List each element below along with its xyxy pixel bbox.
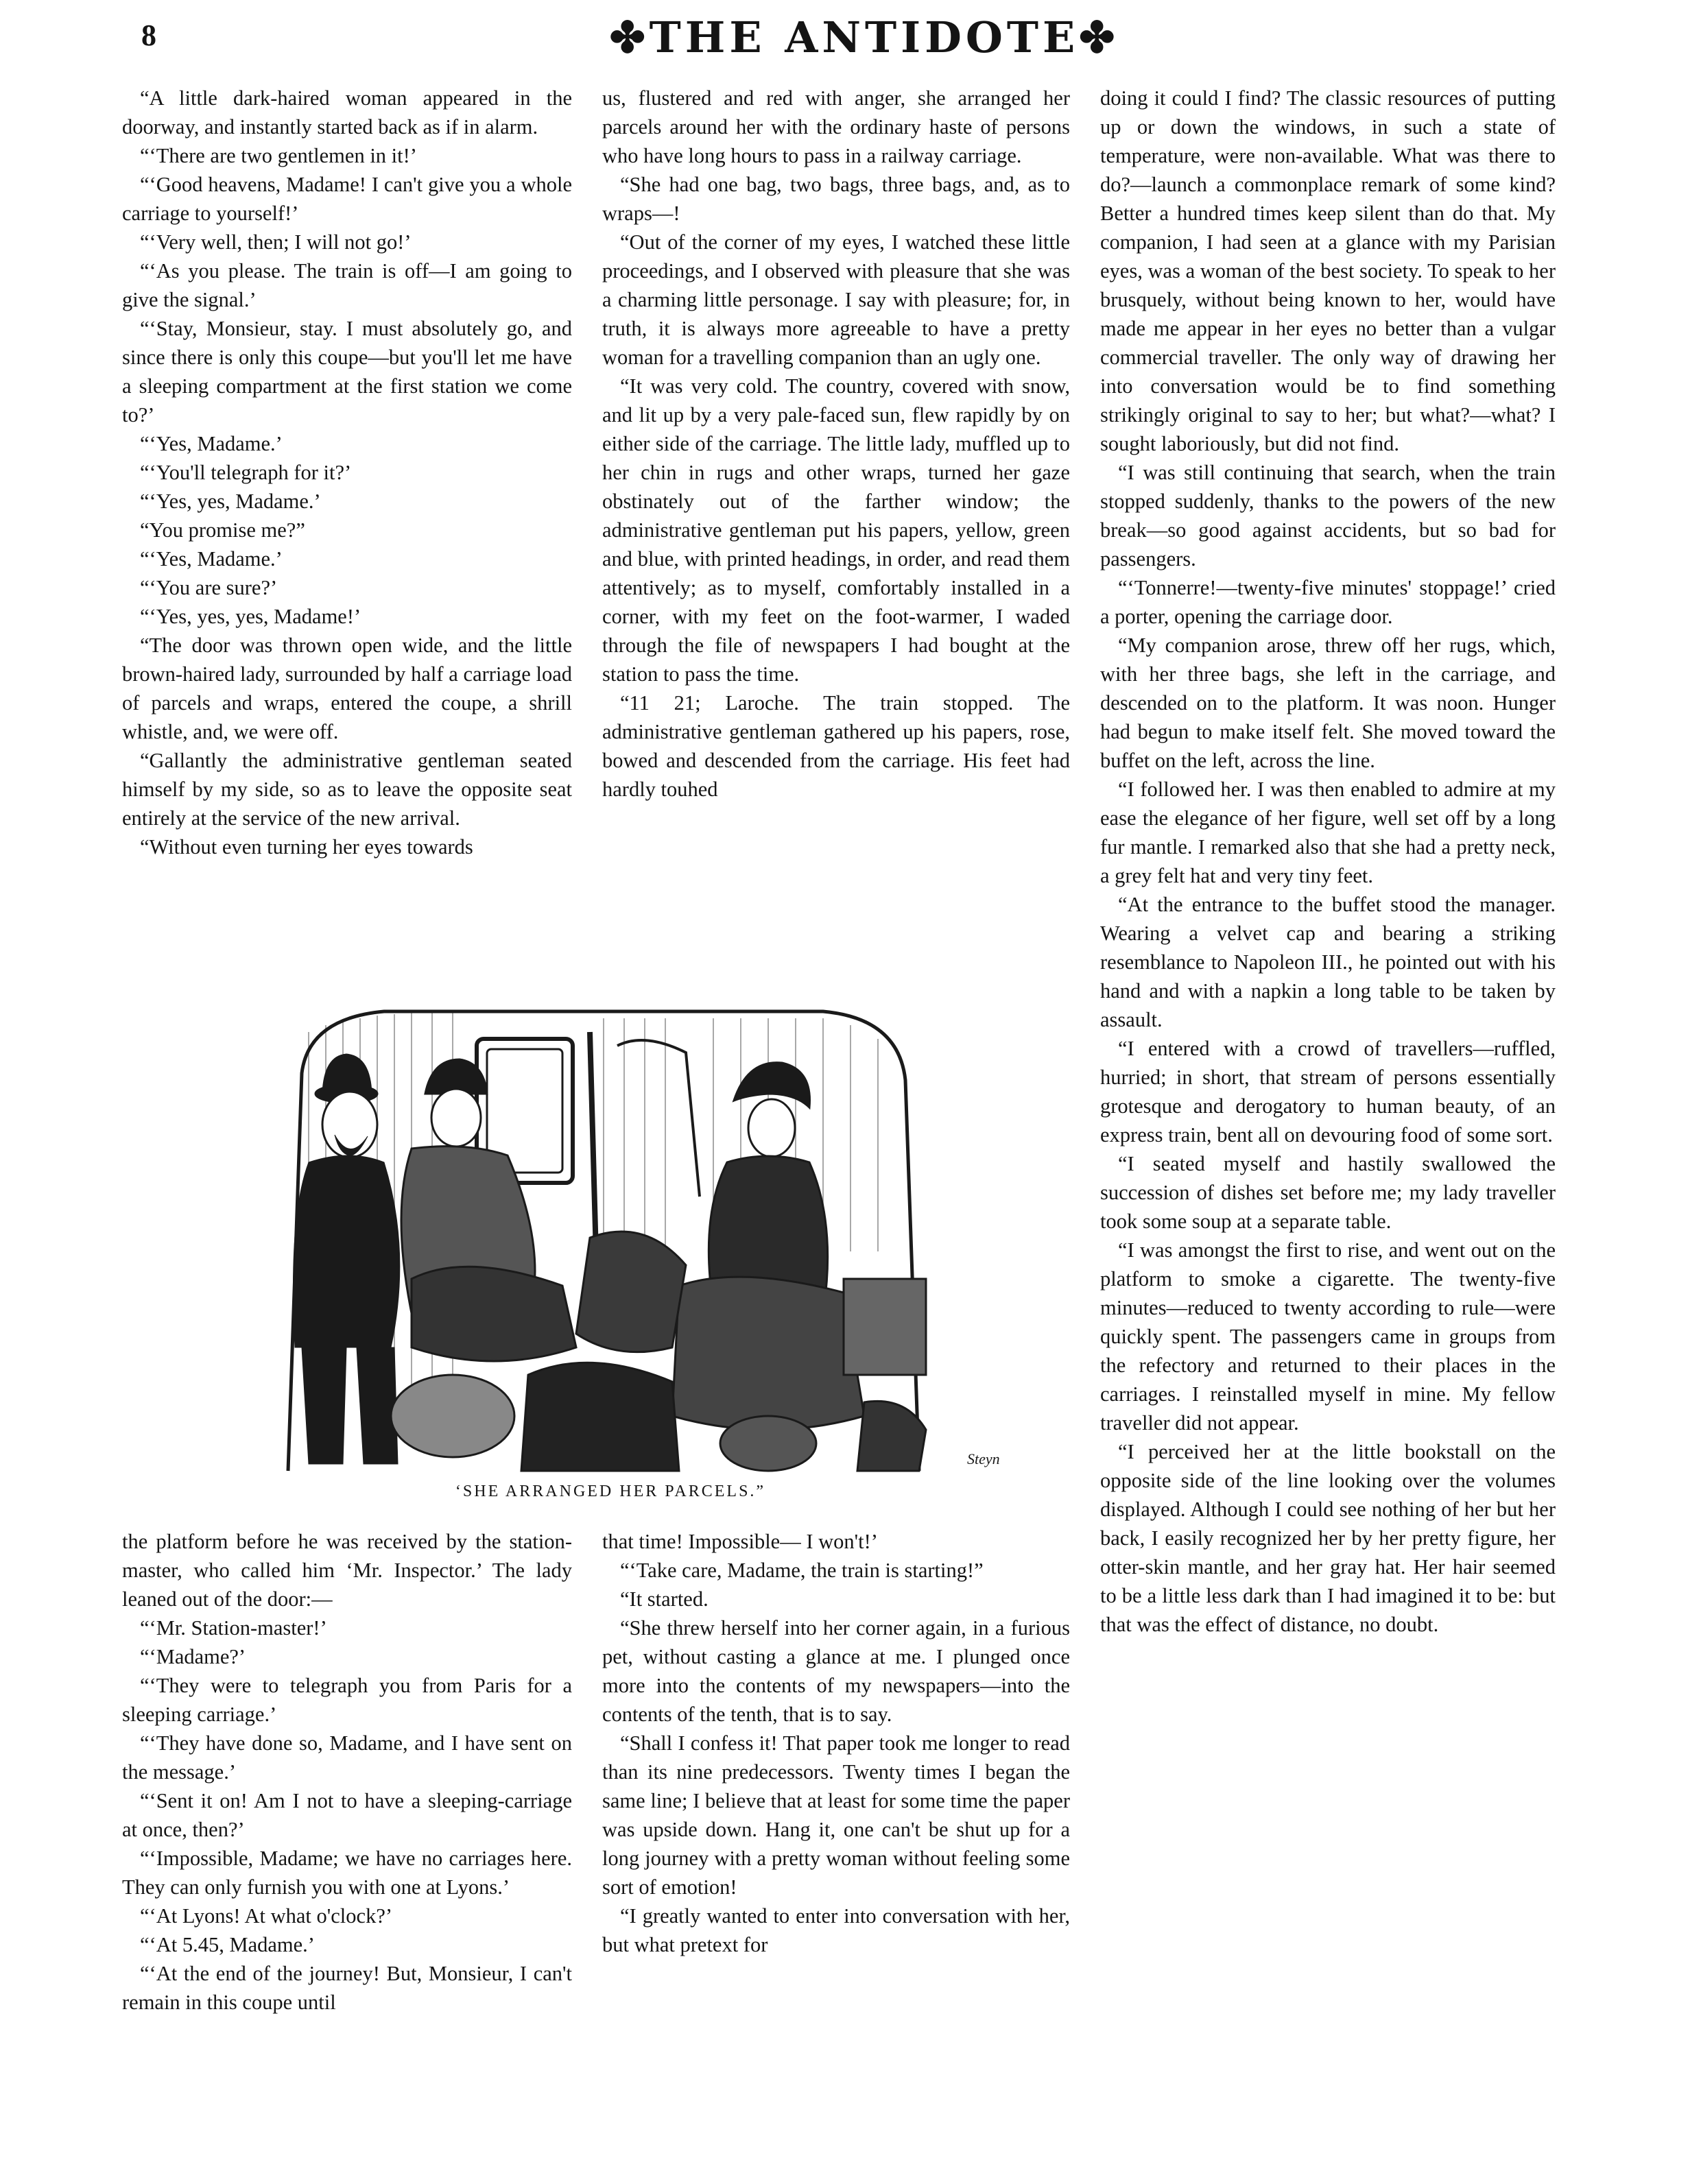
illustrator-signature: Steyn <box>967 1450 1000 1467</box>
column-1-bottom <box>122 1527 572 2017</box>
paragraph: “‘As you please. The train is off—I am going to give the signal.’ <box>122 259 572 311</box>
paragraph: “I entered with a crowd of travellers—ruffled, hurried; in short, that stream of persons essentially grotesque and derogatory to human beauty, of an express train, bent all on devouring food of some sort. <box>1100 1037 1556 1147</box>
paragraph: “It started. <box>620 1587 709 1611</box>
paragraph: “The door was thrown open wide, and the little brown-haired lady, surrounded by half a carriage load of parcels and wraps, entered the coupe, a shrill whistle, and, we were off. <box>122 634 572 743</box>
paragraph: “My companion arose, threw off her rugs, which, with her three bags, she left in the carriage, and descended on to the platform. It was noon. Hunger had begun to make itself felt. She moved toward the buffet on the left, across the line. <box>1100 634 1556 772</box>
paragraph: “‘You are sure?’ <box>140 576 278 599</box>
masthead-title: ✤THE ANTIDOTE✤ <box>609 12 1119 62</box>
paragraph: “‘Impossible, Madame; we have no carriages here. They can only furnish you with one at Lyons.’ <box>122 1847 572 1899</box>
paragraph: “‘Yes, yes, yes, Madame!’ <box>140 605 361 628</box>
paragraph: “A little dark-haired woman appeared in the doorway, and instantly started back as if in alarm. <box>122 86 572 139</box>
paragraph: “‘Good heavens, Madame! I can't give you a whole carriage to yourself!’ <box>122 173 572 225</box>
paragraph: “‘Stay, Monsieur, stay. I must absolutely go, and since there is only this coupe—but you'll let me have a sleeping compartment at the first station we come to?’ <box>122 317 572 427</box>
illustration-caption: ‘SHE ARRANGED HER PARCELS.” <box>455 1483 766 1500</box>
paragraph: “I was amongst the first to rise, and went out on the platform to smoke a cigarette. The twenty-five minutes—reduced to twenty according to rule—were quickly spent. The passengers came in groups from the refectory and returned to their places in the carriages. I reinstalled myself in mine. My fellow traveller did not appear. <box>1100 1238 1556 1435</box>
column-1-top <box>122 84 572 861</box>
paragraph: “‘Take care, Madame, the train is starting!” <box>620 1559 984 1582</box>
railway-carriage-illustration <box>206 991 1015 1478</box>
column-2-top <box>602 84 1070 804</box>
column-3 <box>1100 84 1556 1639</box>
engraving-drawing <box>206 991 1015 1478</box>
paragraph: “At the entrance to the buffet stood the manager. Wearing a velvet cap and bearing a striking resemblance to Napoleon III., he pointed out with his hand and with a napkin a long table to be taken by assault. <box>1100 893 1556 1031</box>
paragraph: “Gallantly the administrative gentleman seated himself by my side, so as to leave the opposite seat entirely at the service of the new arrival. <box>122 749 572 830</box>
paragraph: “‘Mr. Station-master!’ <box>140 1616 327 1640</box>
column-2-bottom <box>602 1527 1070 1959</box>
paragraph: “Shall I confess it! That paper took me longer to read than its nine predecessors. Twenty times I began the same line; I believe that at least for some time the paper was upside down. Hang it, one can't be shut up for a long journey with a pretty woman without feeling some sort of emotion! <box>602 1731 1070 1899</box>
paragraph: “‘Sent it on! Am I not to have a sleeping-carriage at once, then?’ <box>122 1789 572 1841</box>
paragraph: “‘Yes, Madame.’ <box>140 432 283 455</box>
paragraph: “‘At 5.45, Madame.’ <box>140 1933 315 1956</box>
man-figure <box>294 1054 400 1464</box>
paragraph: doing it could I find? The classic resources of putting up or down the windows, in such a state of temperature, were non-available. What was there to do?—launch a commonplace remark of some kind? Better a hundred times keep silent than do that. My companion, I had seen at a glance with my Parisian eyes, was a woman of the best society. To speak to her brusquely, without being known to her, would have made me appear in her eyes no better than a vulgar commercial traveller. The only way of drawing her into conversation would be to find something strikingly original to say to her; but what?—what? I sought laboriously, but did not find. <box>1100 86 1556 455</box>
paragraph: “‘Yes, Madame.’ <box>140 547 283 571</box>
paragraph: “Out of the corner of my eyes, I watched these little proceedings, and I observed with pleasure that she was a charming little personage. I say with pleasure; for, in truth, it is always more agreeable to have a pretty woman for a travelling companion than an ugly one. <box>602 230 1070 369</box>
paragraph: “Without even turning her eyes towards <box>140 835 473 859</box>
paragraph: “She had one bag, two bags, three bags, and, as to wraps—! <box>602 173 1070 225</box>
paragraph: “‘They have done so, Madame, and I have sent on the message.’ <box>122 1731 572 1784</box>
paragraph: “‘At Lyons! At what o'clock?’ <box>140 1904 393 1928</box>
paragraph: “It was very cold. The country, covered with snow, and lit up by a very pale-faced sun, flew rapidly by on either side of the carriage. The little lady, muffled up to her chin in rugs and other wraps, turned her gaze obstinately out of the farther window; the administrative gentleman put his papers, yellow, green and blue, with printed headings, in order, and read them attentively; as to myself, comfortably installed in a corner, with my feet on the foot-warmer, I waded through the file of newspapers I had bought at the station to pass the time. <box>602 374 1070 686</box>
paragraph: “I greatly wanted to enter into conversation with her, but what pretext for <box>602 1904 1070 1956</box>
paragraph: that time! Impossible— I won't!’ <box>602 1530 878 1553</box>
woman-figure <box>672 1063 864 1430</box>
paragraph: “‘Very well, then; I will not go!’ <box>140 230 412 254</box>
paragraph: “‘Tonnerre!—twenty-five minutes' stoppage!’ cried a porter, opening the carriage door. <box>1100 576 1556 628</box>
paragraph: “I seated myself and hastily swallowed the succession of dishes set before me; my lady traveller took some soup at a separate table. <box>1100 1152 1556 1233</box>
paragraph: “You promise me?” <box>140 518 305 542</box>
paragraph: “I followed her. I was then enabled to admire at my ease the elegance of her figure, well set off by a long fur mantle. I remarked also that she had a pretty neck, a grey felt hat and very tiny feet. <box>1100 778 1556 887</box>
page-number: 8 <box>141 19 156 52</box>
paragraph: “‘They were to telegraph you from Paris for a sleeping carriage.’ <box>122 1674 572 1726</box>
paragraph: “I was still continuing that search, when the train stopped suddenly, thanks to the powers of the new break—so good against accidents, but so bad for passengers. <box>1100 461 1556 571</box>
paragraph: the platform before he was received by the station-master, who called him ‘Mr. Inspector.’ The lady leaned out of the door:— <box>122 1530 572 1611</box>
paragraph: “‘You'll telegraph for it?’ <box>140 461 352 484</box>
paragraph: “‘At the end of the journey! But, Monsieur, I can't remain in this coupe until <box>122 1962 572 2014</box>
paragraph: us, flustered and red with anger, she arranged her parcels around her with the ordinary haste of persons who have long hours to pass in a railway carriage. <box>602 86 1070 167</box>
paragraph: “I perceived her at the little bookstall on the opposite side of the line looking over the volumes displayed. Although I could see nothing of her but her back, I easily recognized her by her pretty figure, her otter-skin mantle, and her gray hat. Her hair seemed to be a little less dark than I had imagined it to be: but that was the effect of distance, no doubt. <box>1100 1440 1556 1636</box>
paragraph: “She threw herself into her corner again, in a furious pet, without casting a glance at me. I plunged once more into the contents of my newspapers—into the contents of the tenth, that is to say. <box>602 1616 1070 1726</box>
paragraph: “11 21; Laroche. The train stopped. The administrative gentleman gathered up his papers, rose, bowed and descended from the carriage. His feet had hardly touhed <box>602 691 1070 801</box>
paragraph: “‘Yes, yes, Madame.’ <box>140 490 321 513</box>
paragraph: “‘There are two gentlemen in it!’ <box>140 144 417 167</box>
paragraph: “‘Madame?’ <box>140 1645 246 1668</box>
